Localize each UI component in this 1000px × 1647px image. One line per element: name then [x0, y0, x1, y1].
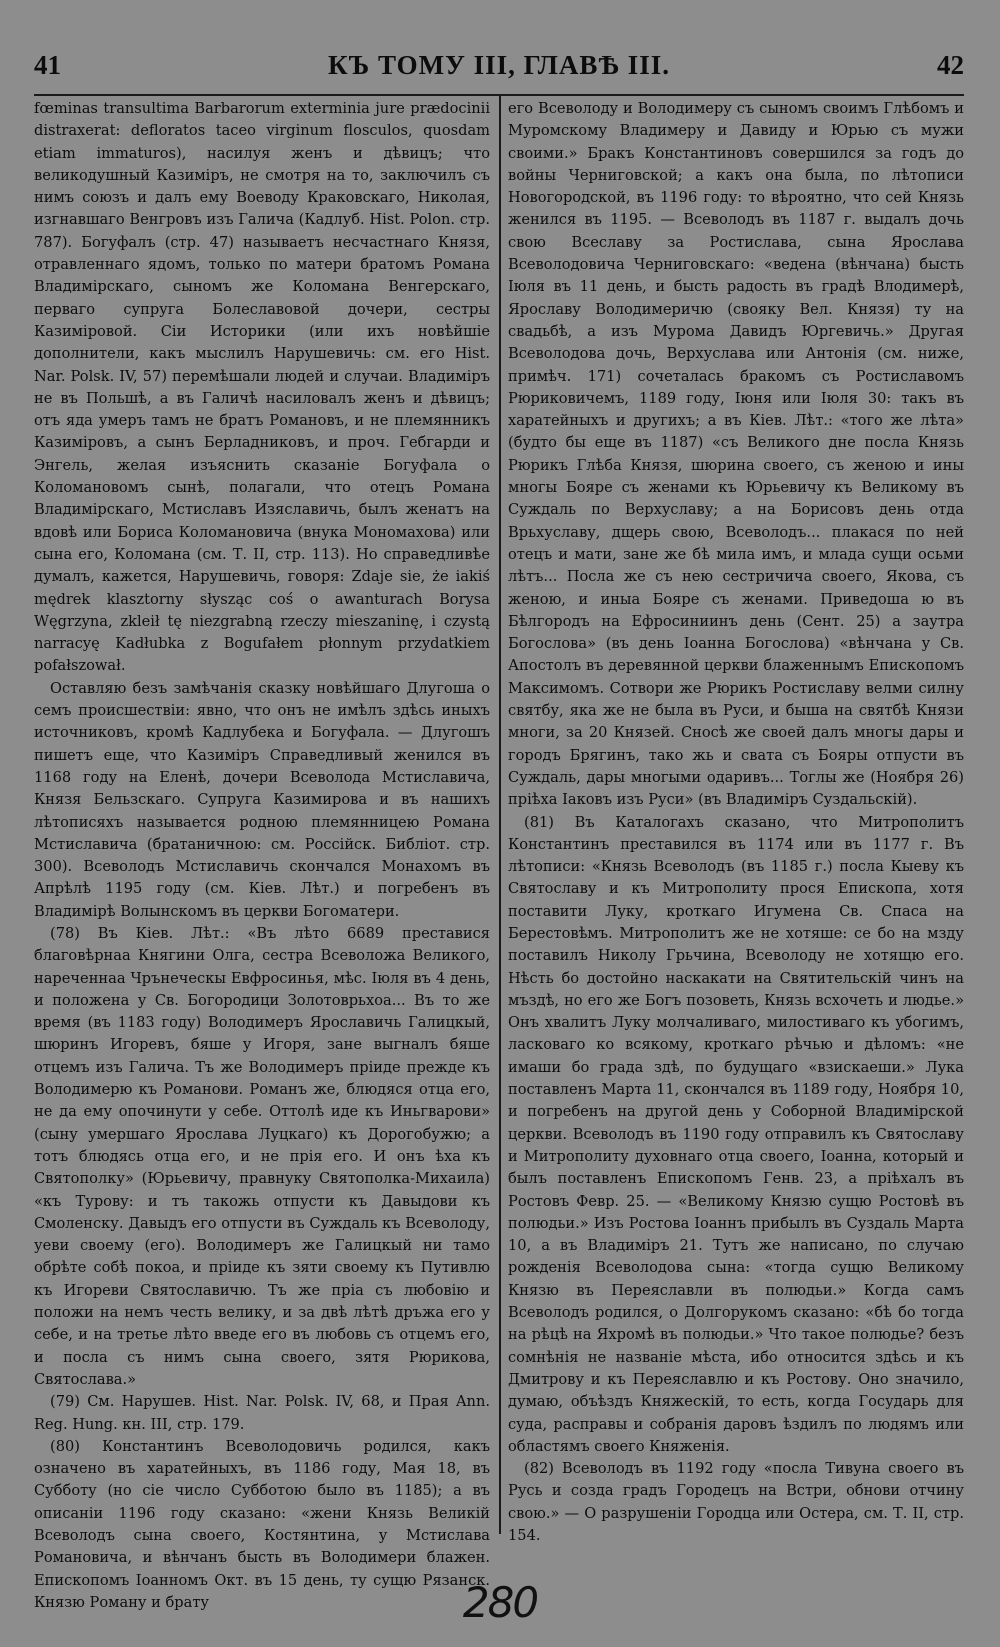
note-78: (78) Въ Кіев. Лѣт.: «Въ лѣто 6689 преставися благовѣрнаа Княгини Олга, сестра Всеволожа Великого, нареченнаа Чрънеческы Евфросинья, мѣс. Іюля въ 4 день, и положена у Св. Богородици Золотоврьхоа... Въ то же время (въ 1183 году) Володимеръ Ярославичь Галицкый, шюринъ Игоревъ, бяше у Игоря, зане выгналъ бяше отцемъ изъ Галича. Тъ же Володимеръ пріиде прежде къ Володимерю къ Романови. Романъ же, блюдяся отца его, не да ему опочинути у себе. Оттолѣ иде къ Иньгварови» (сыну умершаго Ярослава Луцкаго) къ Дорогобужю; а тотъ блюдясь отца его, и не прія его. И онъ ѣха къ Святополку» (Юрьевичу, правнуку Святополка-Михаила) «къ Турову: и тъ такожь отпусти къ Давыдови къ Смоленску. Давыдъ его отпусти въ Суждаль къ Всеволоду, уеви своему (его). Володимеръ же Галицкый ни тамо обрѣте собѣ покоа, и пріиде къ зяти своему къ Путивлю къ Игореви Святославичю. Тъ же пріа съ любовію и положи на немъ честь велику, и за двѣ лѣтѣ дръжа его у себе, и на третье лѣто введе его въ любовь съ отцемъ его, и посла съ нимъ сына своего, зятя Рюрикова, Святослава.»: [34, 924, 490, 1388]
left-paragraph-2: Оставляю безъ замѣчанія сказку новѣйшаго Длугоша о семъ происшествіи: явно, что онъ не имѣлъ здѣсь иныхъ источниковъ, кромѣ Кадлубека и Богуфала. — Длугошъ пишетъ еще, что Казиміръ Справедливый женился въ 1168 году на Еленѣ, дочери Всеволода Мстиславича, Князя Бельзскаго. Супруга Казимирова и въ нашихъ лѣтописяхъ называется родною племянницею Романа Мстиславича (братаничною: см. Россійск. Библіот. стр. 300). Всеволодъ Мстиславичь скончался Монахомъ въ Апрѣлѣ 1195 году (см. Кіев. Лѣт.) и погребенъ въ Владимірѣ Волынскомъ въ церкви Богоматери.: [34, 679, 490, 920]
note-82: (82) Всеволодъ въ 1192 году «посла Тивуна своего въ Русь и созда градъ Городецъ на Встри, обнови отчину свою.» — О разрушеніи Городца или Остера, см. Т. II, стр. 154.: [508, 1460, 964, 1544]
left-paragraph-1: fœminas transultima Barbarorum exterminia jure prædocinii distraxerat: defloratos taceo virginum flosculos, quosdam etiam immaturos), насилуя женъ и дѣвицъ; что великодушный Казиміръ, не смотря на то, заключилъ съ нимъ союзъ и далъ ему Воеводу Краковскаго, Николая, изгнавшаго Венгровъ изъ Галича (Кадлуб. Hist. Polon. стр. 787). Богуфалъ (стр. 47) называетъ несчастнаго Князя, отравленнаго ядомъ, только по матери братомъ Романа Владимірскаго, сыномъ же Коломана Венгерскаго, перваго супруга Болеславовой дочери, сестры Казиміровой. Сіи Историки (или ихъ новѣйшіе дополнители, какъ мыслилъ Нарушевичь: см. его Hist. Nar. Polsk. IV, 57) перемѣшали людей и случаи. Владиміръ не въ Польшѣ, а въ Галичѣ насиловалъ женъ и дѣвицъ; отъ яда умеръ тамъ не братъ Романовъ, и не племянникъ Казиміровъ, а сынъ Берладниковъ, и проч. Гебгарди и Энгель, желая изъяснить сказаніе Богуфала о Коломановомъ сынѣ, полагали, что отецъ Романа Владимірскаго, Мстиславъ Изяславичь, былъ женатъ на вдовѣ или Бориса Коломановича (внука Мономахова) или сына его, Коломана (см. Т. II, стр. 113). Но справедливѣе думалъ, кажется, Нарушевичь, говоря: Zdaje sie, że iakiś mędrek klasztorny słysząc coś o awanturach Borysa Węgrzyna, zkleił tę niezgrabną rzeczy mieszaninę, i czystą narracyę Kadłubka z Bogufałem płonnym przydatkiem pofałszował.: [34, 100, 490, 675]
running-title: КЪ ТОМУ III, ГЛАВѢ III.: [327, 50, 671, 80]
page-number-left: 41: [34, 50, 61, 80]
note-79: (79) См. Нарушев. Hist. Nar. Polsk. IV, 68, и Прая Ann. Reg. Hung. кн. III, стр. 179.: [34, 1393, 490, 1433]
right-column: [508, 98, 964, 1544]
right-paragraph-1: его Всеволоду и Володимеру съ сыномъ своимъ Глѣбомъ и Муромскому Владимеру и Давиду и Юрью съ мужи своими.» Бракъ Константиновъ совершился за годъ до войны Черниговской; а какъ она была, по лѣтописи Новогородской, въ 1196 году: то вѣроятно, что сей Князь женился въ 1195. — Всеволодъ въ 1187 г. выдалъ дочь свою Всеславу за Ростислава, сына Ярослава Всеволодовича Черниговскаго: «ведена (вѣнчана) бысть Іюля въ 11 день, и бысть радость въ градѣ Влодимерѣ, Ярославу Володимеричю (свояку Вел. Князя) ту на свадьбѣ, а изъ Мурома Давидъ Юргевичь.» Другая Всеволодова дочь, Верхуслава или Антонія (см. ниже, примѣч. 171) сочеталась бракомъ съ Ростиславомъ Рюриковичемъ, 1189 году, Іюня или Іюля 30: такъ въ харатейныхъ и другихъ; а въ Кіев. Лѣт.: «того же лѣта» (будто бы еще въ 1187) «съ Великого дне посла Князь Рюрикъ Глѣба Князя, шюрина своего, съ женою и ины многы Бояре съ женами къ Юрьевичу къ Великому въ Суждаль по Верхуславу; а на Борисовъ день отда Врьхуславу, дщерь свою, Всеволодъ... плакася по ней отецъ и мати, зане же бѣ мила имъ, и млада сущи осьми лѣтъ... Посла же съ нею сестричича своего, Якова, съ женою, и иныа Бояре съ женами. Приведоша ю въ Бѣлгородъ на Ефросиниинъ день (Сент. 25) а заутра Богослова» (въ день Іоанна Богослова) «вѣнчана у Св. Апостолъ въ деревянной церкви блаженнымъ Епископомъ Максимомъ. Сотвори же Рюрикъ Ростиславу велми силну святбу, яка же не была въ Руси, и быша на святбѣ Князи многи, за 20 Князей. Сносѣ же своей далъ многы дары и городъ Брягинъ, тако жь и свата съ Бояры отпусти въ Суждаль, дары многыми одаривъ... Тоглы же (Ноября 26) пріѣха Іаковъ изъ Руси» (въ Владиміръ Суздальскій).: [508, 100, 964, 809]
note-80: (80) Константинъ Всеволодовичь родился, какъ означено въ харатейныхъ, въ 1186 году, Мая 18, въ Субботу (но сіе число Субботою было въ 1185); а въ описаніи 1196 году сказано: «жени Князь Великій Всеволодъ сына своего, Костянтина, у Мстислава Романовича, и вѣнчанъ бысть въ Володимери блажен. Епископомъ Іоанномъ Окт. въ 15 день, ту сущю Рязанск. Князю Роману и брату: [34, 1437, 490, 1611]
column-divider: [499, 96, 501, 1534]
page-number-right: 42: [937, 50, 964, 80]
note-81: (81) Въ Каталогахъ сказано, что Митрополитъ Константинъ преставился въ 1174 или въ 1177 г. Въ лѣтописи: «Князь Всеволодъ (въ 1185 г.) посла Кыеву къ Святославу и къ Митрополиту прося Епископа, хотя поставити Луку, кроткаго Игумена Св. Спаса на Берестовѣмъ. Митрополитъ же не хотяше: се бо на мзду поставилъ Николу Грьчина, Всеволоду не хотящю его. Нѣсть бо достойно наскакати на Святительскій чинъ на мъздѣ, но его же Богъ позоветь, Князь всхочеть и людье.» Онъ хвалитъ Луку молчаливаго, милостиваго къ убогимъ, ласковаго ко всякому, кроткаго рѣчью и дѣломъ: «не имаши бо града здѣ, по будущаго «взискаеши.» Лука поставленъ Марта 11, скончался въ 1189 году, Ноября 10, и погребенъ на другой день у Соборной Владимірской церкви. Всеволодъ въ 1190 году отправилъ къ Святославу и Митрополиту духовнаго отца своего, Іоанна, который и былъ поставленъ Епископомъ Генв. 23, а пріѣхалъ въ Ростовъ Февр. 25. — «Великому Князю сущю Ростовѣ въ полюдьи.» Изъ Ростова Іоаннъ прибылъ въ Суздаль Марта 10, а въ Владиміръ 21. Тутъ же написано, по случаю рожденія Всеволодова сына: «тогда сущю Великому Князю въ Переяславли въ полюдьи.» Когда самъ Всеволодъ родился, о Долгорукомъ сказано: «бѣ бо тогда на рѣцѣ на Яхромѣ въ полюдьи.» Что такое полюдье? безъ сомнѣнія не названіе мѣста, ибо относится здѣсь и къ Дмитрову и къ Переяславлю и къ Ростову. Оно значило, думаю, объѣздъ Княжескій, то есть, когда Государь для суда, расправы и собранія даровъ ѣздилъ по людямъ или областямъ своего Княженія.: [508, 813, 964, 1455]
running-header: [34, 50, 964, 90]
left-column: [34, 98, 490, 1611]
handwritten-folio-number: 280: [462, 1578, 538, 1627]
